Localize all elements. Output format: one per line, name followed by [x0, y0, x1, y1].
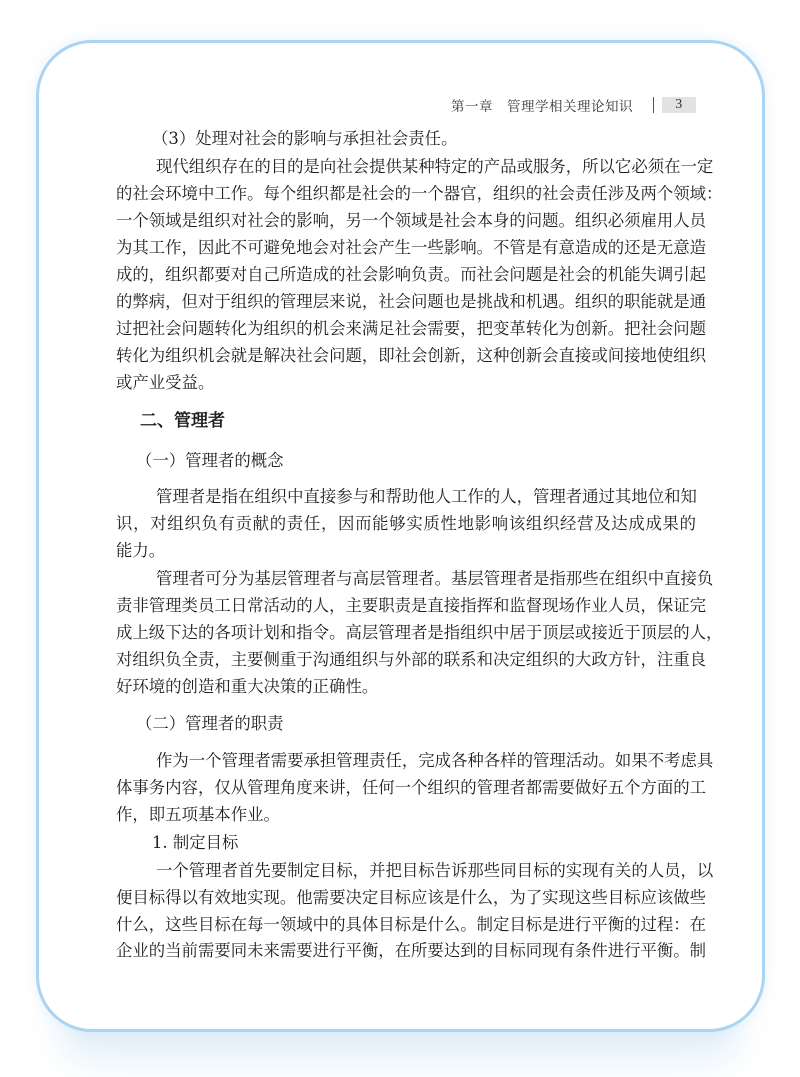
header-divider	[653, 97, 654, 113]
paragraph-line: 的社会环境中工作。每个组织都是社会的一个器官，组织的社会责任涉及两个领域：	[116, 184, 723, 203]
paragraph-line: 作为一个管理者需要承担管理责任，完成各种各样的管理活动。如果不考虑具	[156, 751, 714, 770]
paragraph-line: 好环境的创造和重大决策的正确性。	[116, 677, 379, 696]
paragraph-line: 作，即五项基本作业。	[116, 805, 280, 824]
paragraph-line: 成的，组织都要对自己所造成的社会影响负责。而社会问题是社会的机能失调引起	[116, 265, 707, 284]
paragraph-line: 管理者是指在组织中直接参与和帮助他人工作的人，管理者通过其地位和知	[156, 487, 697, 506]
running-header	[451, 96, 696, 114]
paragraph-line: 能力。	[116, 541, 166, 560]
paragraph-line: 体事务内容，仅从管理角度来讲，任何一个组织的管理者都需要做好五个方面的工	[116, 778, 707, 797]
paragraph-line: 一个管理者首先要制定目标，并把目标告诉那些同目标的实现有关的人员，以	[156, 861, 714, 880]
paragraph-line: 的弊病，但对于组织的管理层来说，社会问题也是挑战和机遇。组织的职能就是通	[116, 292, 707, 311]
paragraph-line: 识，对组织负有贡献的责任，因而能够实质性地影响该组织经营及达成成果的	[116, 514, 696, 533]
subsection-heading: （二）管理者的职责	[136, 714, 284, 733]
paragraph-line: 为其工作，因此不可避免地会对社会产生一些影响。不管是有意造成的还是无意造	[116, 238, 707, 257]
paragraph-line: 责非管理类员工日常活动的人，主要职责是直接指挥和监督现场作业人员，保证完	[116, 596, 707, 615]
paragraph-line: 对组织负全责，主要侧重于沟通组织与外部的联系和决定组织的大政方针，注重良	[116, 650, 707, 669]
paragraph-line: 什么，这些目标在每一领域中的具体目标是什么。制定目标是进行平衡的过程：在	[116, 915, 707, 934]
paragraph-line: 转化为组织机会就是解决社会问题，即社会创新，这种创新会直接或间接地使组织	[116, 346, 707, 365]
paragraph-line: 或产业受益。	[116, 373, 215, 392]
paragraph-line: 管理者可分为基层管理者与高层管理者。基层管理者是指那些在组织中直接负	[156, 569, 714, 588]
chapter-title: 第一章 管理学相关理论知识	[451, 99, 633, 115]
list-item-heading: （3）处理对社会的影响与承担社会责任。	[152, 129, 458, 148]
page-number: 3	[662, 97, 696, 113]
paragraph-line: 过把社会问题转化为组织的机会来满足社会需要，把变革转化为创新。把社会问题	[116, 319, 707, 338]
paragraph-line: 企业的当前需要同未来需要进行平衡，在所要达到的目标同现有条件进行平衡。制	[116, 941, 707, 960]
subsection-heading: （一）管理者的概念	[136, 451, 284, 470]
paragraph-line: 现代组织存在的目的是向社会提供某种特定的产品或服务，所以它必须在一定	[156, 157, 714, 176]
numbered-heading: 1. 制定目标	[152, 833, 239, 852]
section-heading: 二、管理者	[140, 411, 225, 431]
paragraph-line: 便目标得以有效地实现。他需要决定目标应该是什么，为了实现这些目标应该做些	[116, 888, 707, 907]
paragraph-line: 成上级下达的各项计划和指令。高层管理者是指组织中居于顶层或接近于顶层的人，	[116, 623, 723, 642]
paragraph-line: 一个领域是组织对社会的影响，另一个领域是社会本身的问题。组织必须雇用人员	[116, 211, 707, 230]
